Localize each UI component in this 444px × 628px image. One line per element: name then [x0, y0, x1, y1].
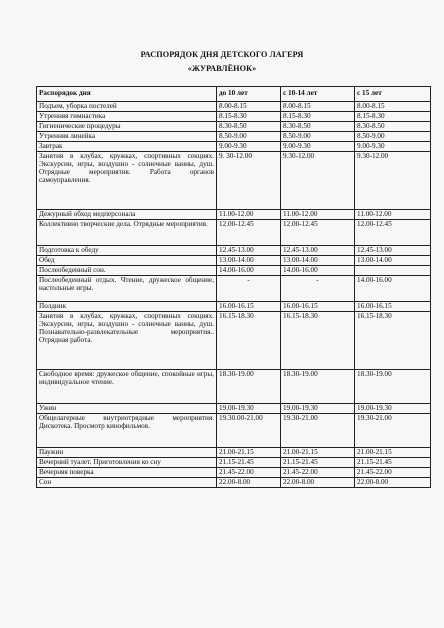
activity-cell: Послеобеденный сон. [37, 266, 217, 276]
activity-cell: Дежурный обход медперсонала [37, 210, 217, 220]
table-row [37, 142, 431, 152]
activity-cell: Свободное время: дружеское общение, спокойные игры, индивидуальное чтение. [37, 370, 217, 404]
time-cell: 13.00-14.00 [355, 256, 431, 266]
time-cell: 8.30-8.50 [281, 122, 355, 132]
time-cell: 11.00-12.00 [217, 210, 281, 220]
time-cell: - [217, 276, 281, 302]
time-cell: 18.30-19.00 [281, 370, 355, 404]
header-10-14: с 10-14 лет [281, 87, 355, 102]
time-cell: 12.00-12.45 [355, 220, 431, 246]
time-cell: 9.00-9.30 [281, 142, 355, 152]
time-cell: 8.00-8.15 [217, 102, 281, 112]
table-row [37, 112, 431, 122]
time-cell: 21.00-21.15 [281, 448, 355, 458]
time-cell: 9.00-9.30 [355, 142, 431, 152]
table-row [37, 302, 431, 312]
time-cell: 19.30-21.00 [281, 414, 355, 448]
time-cell: 16.15-18.30 [217, 312, 281, 370]
time-cell: 21.45-22.00 [355, 468, 431, 478]
time-cell: 16.00-16.15 [217, 302, 281, 312]
time-cell: 8.30-8.50 [355, 122, 431, 132]
activity-cell: Занятия в клубах, кружках, спортивных секциях. Экскурсии, игры, воздушно - солнечные ванны, душ. Отрядные мероприятия. Работа органов самоуправления. [37, 152, 217, 210]
time-cell: 8.00-8.15 [355, 102, 431, 112]
activity-cell: Завтрак [37, 142, 217, 152]
table-row [37, 102, 431, 112]
activity-cell: Послеобеденный отдых. Чтение, дружеское общение, настольные игры. [37, 276, 217, 302]
time-cell: 22.00-8.00 [217, 478, 281, 488]
time-cell: 12.45-13.00 [217, 246, 281, 256]
header-15-plus: с 15 лет [355, 87, 431, 102]
table-row [37, 312, 431, 370]
time-cell: 8.00-8.15 [281, 102, 355, 112]
time-cell: 8.15-8.30 [355, 112, 431, 122]
time-cell: 14.00-16.00 [355, 276, 431, 302]
time-cell: 19.30-21.00 [355, 414, 431, 448]
time-cell: 14.00-16.00 [281, 266, 355, 276]
time-cell: 18.30-19.00 [355, 370, 431, 404]
time-cell: 16.00-16.15 [281, 302, 355, 312]
time-cell: 9.00-9.30 [217, 142, 281, 152]
activity-cell: Обед [37, 256, 217, 266]
table-row [37, 458, 431, 468]
schedule-table [36, 86, 431, 488]
activity-cell: Сон [37, 478, 217, 488]
time-cell: 19.30.00-21.00 [217, 414, 281, 448]
time-cell: 19.00-19.30 [281, 404, 355, 414]
header-under-10: до 10 лет [217, 87, 281, 102]
time-cell: 19.00-19.30 [217, 404, 281, 414]
table-row [37, 152, 431, 210]
time-cell: 12.45-13.00 [355, 246, 431, 256]
table-row [37, 132, 431, 142]
time-cell: 12.45-13.00 [281, 246, 355, 256]
time-cell: 12.00-12.45 [281, 220, 355, 246]
activity-cell: Полдник [37, 302, 217, 312]
table-row [37, 448, 431, 458]
activity-cell: Занятия в клубах, кружках, спортивных секциях. Экскурсии, игры, воздушно - солнечные ванны, душ. Познавательно-развлекательные мероприятия.. Отрядная работа. [37, 312, 217, 370]
time-cell: 21.00-21.15 [355, 448, 431, 458]
time-cell: 8.50-9.00 [217, 132, 281, 142]
table-row [37, 210, 431, 220]
time-cell: 21.15-21.45 [355, 458, 431, 468]
time-cell: 22.00-8.00 [281, 478, 355, 488]
time-cell: 21.45-22.00 [217, 468, 281, 478]
time-cell: 19.00-19.30 [355, 404, 431, 414]
time-cell: 8.50-9.00 [281, 132, 355, 142]
table-row [37, 468, 431, 478]
time-cell: 9.30-12.00 [355, 152, 431, 210]
activity-cell: Гигиенические процедуры [37, 122, 217, 132]
table-row [37, 414, 431, 448]
table-row [37, 276, 431, 302]
time-cell: 11.00-12.00 [281, 210, 355, 220]
activity-cell: Утренняя гимнастика [37, 112, 217, 122]
activity-cell: Утренняя линейка [37, 132, 217, 142]
table-row [37, 220, 431, 246]
table-row [37, 370, 431, 404]
time-cell [355, 266, 431, 276]
time-cell: 16.15-18.30 [281, 312, 355, 370]
time-cell: 21.00-21.15 [217, 448, 281, 458]
time-cell: 11.00-12.00 [355, 210, 431, 220]
header-row [37, 87, 431, 102]
table-row [37, 266, 431, 276]
activity-cell: Вечерний туалет. Приготовления ко сну [37, 458, 217, 468]
time-cell: 9. 30-12.00 [217, 152, 281, 210]
table-row [37, 478, 431, 488]
activity-cell: Подъем, уборка постелей [37, 102, 217, 112]
activity-cell: Паужин [37, 448, 217, 458]
activity-cell: Подготовка к обеду [37, 246, 217, 256]
time-cell: 8.15-8.30 [281, 112, 355, 122]
time-cell: 8.30-8.50 [217, 122, 281, 132]
activity-cell: Коллективно творческие дела. Отрядные мероприятия. [37, 220, 217, 246]
time-cell: 21.45-22.00 [281, 468, 355, 478]
time-cell: 16.00-16.15 [355, 302, 431, 312]
time-cell: 12.00-12.45 [217, 220, 281, 246]
time-cell: - [281, 276, 355, 302]
table-row [37, 256, 431, 266]
time-cell: 16.15-18.30 [355, 312, 431, 370]
time-cell: 22.00-8.00 [355, 478, 431, 488]
document-title: РАСПОРЯДОК ДНЯ ДЕТСКОГО ЛАГЕРЯ [140, 50, 304, 59]
time-cell: 21.15-21.45 [217, 458, 281, 468]
table-row [37, 246, 431, 256]
time-cell: 9.30-12.00 [281, 152, 355, 210]
table-row [37, 122, 431, 132]
time-cell: 13.00-14.00 [217, 256, 281, 266]
time-cell: 14.00-16.00 [217, 266, 281, 276]
header-activity: Распорядок дня [37, 87, 217, 102]
time-cell: 13.00-14.00 [281, 256, 355, 266]
camp-name: «ЖУРАВЛЁНОК» [187, 64, 257, 73]
time-cell: 8.50-9.00 [355, 132, 431, 142]
activity-cell: Ужин [37, 404, 217, 414]
time-cell: 8.15-8.30 [217, 112, 281, 122]
activity-cell: Общелагерные внутриотрядные мероприятия. Дискотека. Просмотр кинофильмов. [37, 414, 217, 448]
time-cell: 18.30-19.00 [217, 370, 281, 404]
activity-cell: Вечерняя поверка [37, 468, 217, 478]
time-cell: 21.15-21.45 [281, 458, 355, 468]
table-row [37, 404, 431, 414]
